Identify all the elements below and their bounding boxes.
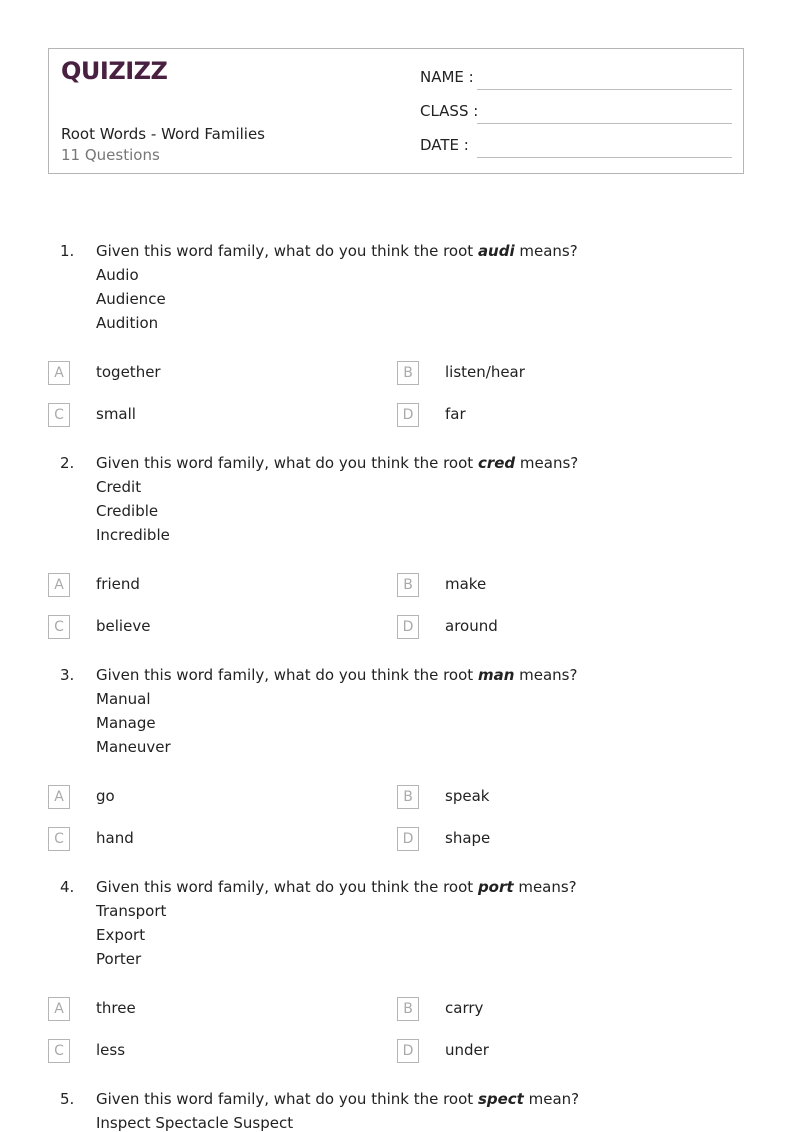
class-field[interactable] bbox=[420, 102, 732, 124]
quizizz-logo: QUIZIZZ bbox=[61, 57, 168, 85]
option-text: friend bbox=[96, 575, 140, 593]
option-letter-box[interactable]: C bbox=[48, 827, 70, 851]
option-text: less bbox=[96, 1041, 126, 1059]
name-field[interactable] bbox=[420, 68, 732, 90]
question-number: 3. bbox=[60, 666, 75, 684]
worksheet-title: Root Words - Word Families bbox=[61, 125, 265, 143]
root-word: port bbox=[477, 878, 514, 896]
question-text: Given this word family, what do you think the root man means? bbox=[96, 666, 578, 684]
option-text: three bbox=[96, 999, 136, 1017]
date-label: DATE : bbox=[420, 136, 469, 154]
question-number: 2. bbox=[60, 454, 75, 472]
family-word: Transport bbox=[96, 902, 167, 920]
family-word: Porter bbox=[96, 950, 142, 968]
option-letter-box[interactable]: A bbox=[48, 573, 70, 597]
option-text: speak bbox=[445, 787, 490, 805]
option-text: under bbox=[445, 1041, 489, 1059]
date-line[interactable] bbox=[477, 157, 732, 158]
option-text: believe bbox=[96, 617, 151, 635]
option-letter-box[interactable]: A bbox=[48, 997, 70, 1021]
root-word: audi bbox=[477, 242, 515, 260]
option-letter-box[interactable]: A bbox=[48, 785, 70, 809]
option-letter-box[interactable]: D bbox=[397, 827, 419, 851]
family-word: Export bbox=[96, 926, 146, 944]
class-label: CLASS : bbox=[420, 102, 479, 120]
option-text: make bbox=[445, 575, 487, 593]
option-text: small bbox=[96, 405, 136, 423]
option-text: together bbox=[96, 363, 161, 381]
option-letter-box[interactable]: C bbox=[48, 1039, 70, 1063]
family-word: Credible bbox=[96, 502, 159, 520]
root-word: spect bbox=[477, 1090, 524, 1108]
option-letter-box[interactable]: B bbox=[397, 785, 419, 809]
family-word: Incredible bbox=[96, 526, 170, 544]
question-text: Given this word family, what do you think the root port means? bbox=[96, 878, 577, 896]
family-word: Audition bbox=[96, 314, 159, 332]
option-text: carry bbox=[445, 999, 484, 1017]
option-text: hand bbox=[96, 829, 134, 847]
question-number: 5. bbox=[60, 1090, 75, 1108]
family-word: Manage bbox=[96, 714, 156, 732]
date-field[interactable] bbox=[420, 136, 732, 158]
question-text: Given this word family, what do you think the root cred means? bbox=[96, 454, 579, 472]
option-text: go bbox=[96, 787, 115, 805]
question-text: Given this word family, what do you think the root spect mean? bbox=[96, 1090, 580, 1108]
family-word: Manual bbox=[96, 690, 151, 708]
root-word: man bbox=[477, 666, 515, 684]
option-text: shape bbox=[445, 829, 491, 847]
option-text: far bbox=[445, 405, 466, 423]
option-letter-box[interactable]: B bbox=[397, 573, 419, 597]
question-count: 11 Questions bbox=[61, 146, 160, 164]
family-word: Credit bbox=[96, 478, 142, 496]
question-number: 4. bbox=[60, 878, 75, 896]
option-letter-box[interactable]: D bbox=[397, 403, 419, 427]
option-text: listen/hear bbox=[445, 363, 525, 381]
option-letter-box[interactable]: B bbox=[397, 997, 419, 1021]
option-letter-box[interactable]: D bbox=[397, 615, 419, 639]
family-word: Maneuver bbox=[96, 738, 171, 756]
option-letter-box[interactable]: A bbox=[48, 361, 70, 385]
option-text: around bbox=[445, 617, 498, 635]
family-word: Audience bbox=[96, 290, 166, 308]
root-word: cred bbox=[477, 454, 516, 472]
option-letter-box[interactable]: D bbox=[397, 1039, 419, 1063]
option-letter-box[interactable]: C bbox=[48, 403, 70, 427]
question-text: Given this word family, what do you think the root audi means? bbox=[96, 242, 578, 260]
family-word: Audio bbox=[96, 266, 139, 284]
name-line[interactable] bbox=[477, 89, 732, 90]
question-number: 1. bbox=[60, 242, 75, 260]
class-line[interactable] bbox=[477, 123, 732, 124]
option-letter-box[interactable]: B bbox=[397, 361, 419, 385]
family-word: Inspect Spectacle Suspect bbox=[96, 1114, 294, 1132]
worksheet-header bbox=[48, 48, 744, 174]
name-label: NAME : bbox=[420, 68, 474, 86]
option-letter-box[interactable]: C bbox=[48, 615, 70, 639]
